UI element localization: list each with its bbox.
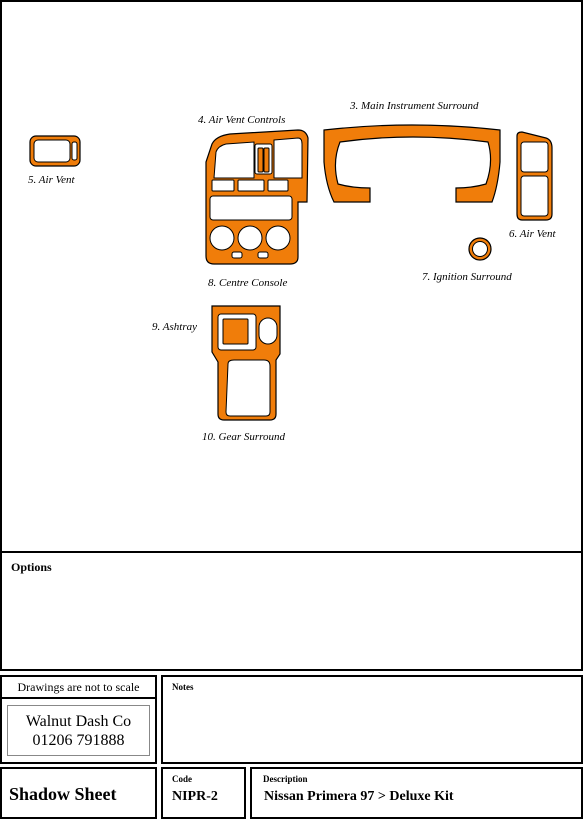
company-stamp [7,705,150,756]
code-box [161,767,246,819]
company-info-box [0,697,157,764]
part-gear-surround [212,306,280,420]
code-label: Code [172,774,192,784]
part-air-vent-6 [517,132,552,220]
company-name: Walnut Dash Co [25,713,132,730]
sheet-title: Shadow Sheet [9,784,117,804]
label-ignition-surround: 7. Ignition Surround [422,271,512,283]
label-air-vent-5: 5. Air Vent [28,174,75,186]
scale-disclaimer-text: Drawings are not to scale [17,680,140,694]
company-phone: 01206 791888 [32,732,125,749]
options-panel [0,551,583,671]
label-ashtray: 9. Ashtray [152,321,198,333]
part-main-instrument-surround [324,125,500,202]
options-title: Options [11,560,52,574]
code-value: NIPR-2 [172,789,218,804]
notes-label: Notes [172,682,194,692]
description-box [250,767,583,819]
part-ignition-surround [469,238,491,260]
label-air-vent-controls: 4. Air Vent Controls [198,114,286,126]
label-centre-console: 8. Centre Console [208,277,288,289]
label-gear-surround: 10. Gear Surround [202,431,286,443]
description-value: Nissan Primera 97 > Deluxe Kit [264,789,454,804]
notes-box [161,675,583,764]
parts-diagram [2,2,581,551]
sheet-title-box [0,767,157,819]
description-label: Description [263,774,308,784]
part-air-vent-5 [30,136,80,166]
label-main-instrument: 3. Main Instrument Surround [350,100,479,112]
part-centre-console [206,130,308,264]
label-air-vent-6: 6. Air Vent [509,228,556,240]
scale-disclaimer [0,675,157,699]
